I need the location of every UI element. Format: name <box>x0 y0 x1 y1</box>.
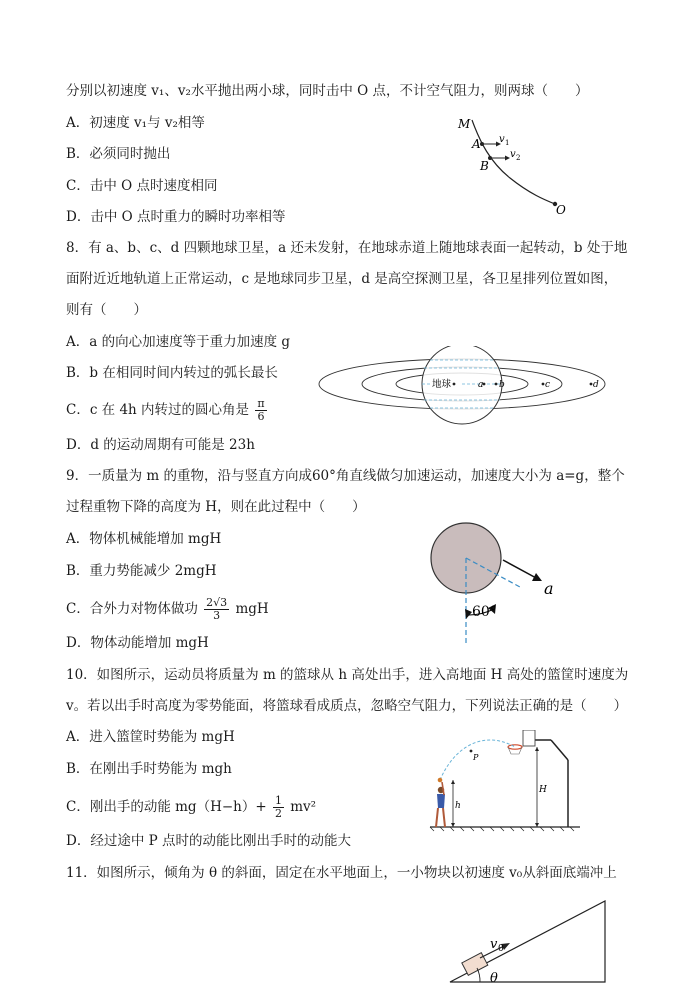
q8-stem-line3: 则有（ ） <box>66 302 147 318</box>
q8-label-earth: 地球 <box>432 379 452 390</box>
q8-option-a[interactable]: A．a 的向心加速度等于重力加速度 g <box>66 334 291 350</box>
q9-label-a: a <box>544 579 554 598</box>
q7-label-m: M <box>458 117 471 131</box>
q11-label-v0: v <box>490 937 498 952</box>
q9-ball-figure <box>420 515 570 650</box>
q10-basketball-figure <box>425 730 585 832</box>
q9-option-c[interactable] <box>66 597 269 622</box>
q9-option-d[interactable]: D．物体动能增加 mgH <box>66 635 209 651</box>
q10-option-c-fraction: $\frac{1}{2}$ <box>274 794 282 820</box>
q8-label-d: d <box>593 380 599 390</box>
q10-label-big-h: H <box>539 785 547 795</box>
q10-option-d[interactable]: D．经过途中 P 点时的动能比刚出手时的动能大 <box>66 833 351 849</box>
q9-option-c-text: C．合外力对物体做功 <box>66 601 198 617</box>
q7-label-a: A <box>472 137 481 151</box>
q7-option-c[interactable]: C．击中 O 点时速度相同 <box>66 178 218 194</box>
q8-option-c-text: C．c 在 4h 内转过的圆心角是 <box>66 402 250 418</box>
q10-option-c-text: C．刚出手的动能 mg（H−h）+ <box>66 799 267 815</box>
q8-option-c-fraction: $\frac{\pi}{6}$ <box>257 397 265 423</box>
q8-label-a: a <box>478 380 484 390</box>
q8-option-c[interactable] <box>66 398 269 423</box>
q11-incline-figure <box>440 896 620 983</box>
q7-option-d[interactable]: D．击中 O 点时重力的瞬时功率相等 <box>66 209 286 225</box>
q8-label-b: b <box>499 380 505 390</box>
q9-option-b[interactable]: B．重力势能减少 2mgH <box>66 563 217 579</box>
q8-orbit-figure <box>312 346 612 426</box>
q9-label-angle: 60° <box>472 604 497 620</box>
q9-option-c-fraction: $\frac{2√3}{3}$ <box>206 596 228 622</box>
q7-label-v2: v <box>510 149 516 160</box>
q8-option-b[interactable]: B．b 在相同时间内转过的弧长最长 <box>66 365 278 381</box>
q10-option-c[interactable] <box>66 795 316 820</box>
q7-stem: 分别以初速度 v₁、v₂水平抛出两小球，同时击中 O 点，不计空气阻力，则两球（ ） <box>66 83 589 99</box>
q8-option-d[interactable]: D．d 的运动周期有可能是 23h <box>66 437 255 453</box>
q10-stem-line2: v。若以出手时高度为零势能面，将篮球看成质点，忽略空气阻力，下列说法正确的是（ ） <box>66 698 628 714</box>
q9-option-a[interactable]: A．物体机械能增加 mgH <box>66 531 222 547</box>
q8-label-c: c <box>545 380 551 390</box>
q11-stem: 11．如图所示，倾角为 θ 的斜面，固定在水平地面上，一小物块以初速度 v₀从斜面底端冲上 <box>66 865 617 881</box>
q10-option-c-tail: mv² <box>290 799 317 815</box>
q10-option-a[interactable]: A．进入篮筐时势能为 mgH <box>66 729 235 745</box>
q7-label-v2-sub: 2 <box>516 154 521 162</box>
q10-stem-line1: 10．如图所示，运动员将质量为 m 的篮球从 h 高处出手，进入高地面 H 高处的篮筐时速度为 <box>66 667 629 683</box>
q11-label-theta: θ <box>490 971 498 983</box>
q7-projectile-figure <box>450 112 580 220</box>
q10-label-h: h <box>455 801 461 811</box>
q8-stem-line2: 面附近近地轨道上正常运动，c 是地球同步卫星，d 是高空探测卫星，各卫星排列位置如图， <box>66 271 618 287</box>
q9-option-c-tail: mgH <box>235 601 269 617</box>
q10-label-p: P <box>473 753 479 762</box>
q8-stem-line1: 8．有 a、b、c、d 四颗地球卫星，a 还未发射，在地球赤道上随地球表面一起转动，b 处于地 <box>66 240 628 256</box>
q7-label-v1-sub: 1 <box>505 139 510 147</box>
q7-option-a[interactable]: A．初速度 v₁与 v₂相等 <box>66 115 205 131</box>
q11-label-v0-sub: 0 <box>498 944 504 954</box>
q7-label-o: O <box>556 203 566 217</box>
q7-label-v1: v <box>499 134 505 145</box>
q7-label-b: B <box>480 159 489 173</box>
q9-stem-line1: 9．一质量为 m 的重物，沿与竖直方向成60°角直线做匀加速运动，加速度大小为 a=g，整个 <box>66 468 625 484</box>
q10-option-b[interactable]: B．在刚出手时势能为 mgh <box>66 761 232 777</box>
q9-stem-line2: 过程重物下降的高度为 H，则在此过程中（ ） <box>66 499 366 515</box>
q7-option-b[interactable]: B．必须同时抛出 <box>66 146 171 162</box>
